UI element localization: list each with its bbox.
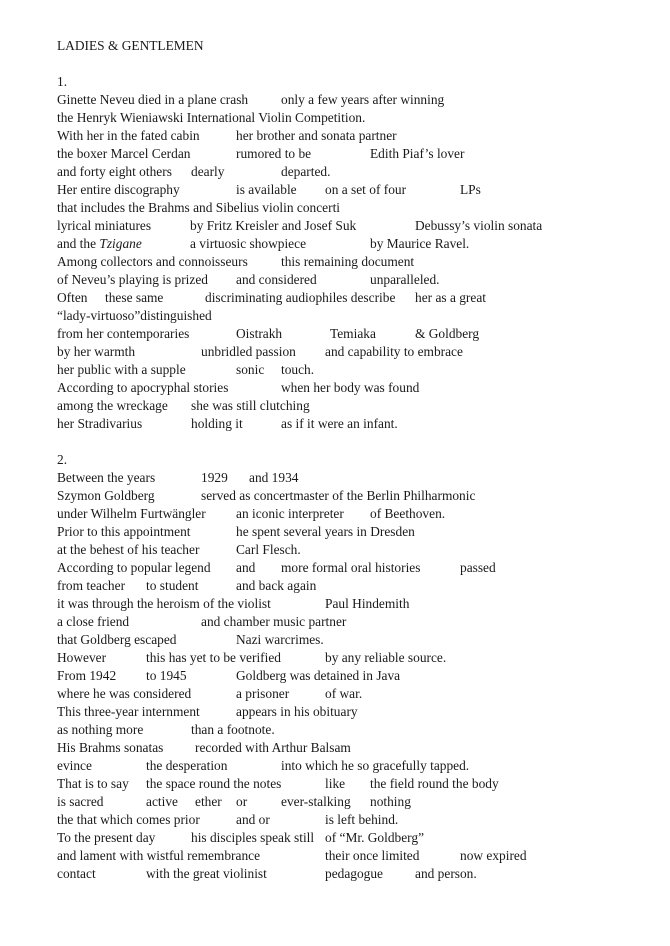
poem-line <box>0 631 670 649</box>
line-segment: that includes the Brahms and Sibelius violin concerti <box>57 200 341 215</box>
line-segment: Szymon Goldberg <box>57 488 155 503</box>
poem-line <box>0 559 670 577</box>
line-segment: a close friend <box>57 614 130 629</box>
line-segment: recorded with Arthur Balsam <box>195 740 351 755</box>
line-segment: According to popular legend <box>57 560 211 575</box>
section-number: 1. <box>57 74 68 89</box>
line-segment: as nothing more <box>57 722 144 737</box>
line-segment: and or <box>236 812 270 827</box>
line-segment: and capability to embrace <box>325 344 463 359</box>
line-segment: and back again <box>236 578 317 593</box>
line-segment: Among collectors and connoisseurs <box>57 254 248 269</box>
poem-line <box>0 253 670 271</box>
line-segment: active <box>146 794 178 809</box>
poem-line <box>0 649 670 667</box>
line-segment: only a few years after winning <box>281 92 445 107</box>
line-segment: he spent several years in Dresden <box>236 524 415 539</box>
line-segment: her Stradivarius <box>57 416 143 431</box>
line-segment: ever-stalking <box>281 794 351 809</box>
line-segment: the space round the notes <box>146 776 282 791</box>
poem-line <box>0 145 670 163</box>
line-segment: of war. <box>325 686 363 701</box>
line-segment: Edith Piaf’s lover <box>370 146 465 161</box>
line-segment: as if it were an infant. <box>281 416 398 431</box>
poem-line <box>0 415 670 433</box>
poem-line <box>0 217 670 235</box>
poem-line <box>0 703 670 721</box>
title-text: LADIES & GENTLEMEN <box>57 38 204 53</box>
line-segment: to student <box>146 578 199 593</box>
poem-line <box>0 847 670 865</box>
line-segment: holding it <box>191 416 243 431</box>
line-segment: LPs <box>460 182 481 197</box>
poem-line <box>0 775 670 793</box>
line-segment: unbridled passion <box>201 344 296 359</box>
poem-line <box>0 235 670 253</box>
line-segment: evince <box>57 758 92 773</box>
poem-line <box>0 739 670 757</box>
poem-line <box>0 793 670 811</box>
poem-line <box>0 91 670 109</box>
line-segment: and person. <box>415 866 477 881</box>
line-segment: by Maurice Ravel. <box>370 236 470 251</box>
poem-line <box>0 361 670 379</box>
poem-line <box>0 289 670 307</box>
line-segment: From 1942 <box>57 668 117 683</box>
line-segment: at the behest of his teacher <box>57 542 200 557</box>
poem-line <box>0 271 670 289</box>
line-segment: among the wreckage <box>57 398 168 413</box>
line-segment: & Goldberg <box>415 326 480 341</box>
line-segment: like <box>325 776 346 791</box>
line-segment <box>57 235 142 253</box>
line-segment: is sacred <box>57 794 104 809</box>
line-segment: Oistrakh <box>236 326 283 341</box>
poem-line <box>0 163 670 181</box>
line-segment: into which he so gracefully tapped. <box>281 758 470 773</box>
line-segment: Between the years <box>57 470 156 485</box>
poem-line <box>0 127 670 145</box>
line-segment: Prior to this appointment <box>57 524 191 539</box>
line-segment: their once limited <box>325 848 420 863</box>
line-segment: where he was considered <box>57 686 192 701</box>
line-segment: the that which comes prior <box>57 812 200 827</box>
poem-line <box>0 721 670 739</box>
line-segment: by her warmth <box>57 344 136 359</box>
poem-line <box>0 829 670 847</box>
document-title <box>0 37 670 55</box>
line-segment: her brother and sonata partner <box>236 128 397 143</box>
line-segment: This three-year internment <box>57 704 200 719</box>
line-segment: the boxer Marcel Cerdan <box>57 146 191 161</box>
line-segment: his disciples speak still <box>191 830 315 845</box>
line-segment: the Henryk Wieniawski International Violin Competition. <box>57 110 366 125</box>
poem-line <box>0 379 670 397</box>
line-segment: unparalleled. <box>370 272 440 287</box>
line-segment: the field round the body <box>370 776 499 791</box>
line-segment: Paul Hindemith <box>325 596 410 611</box>
line-segment: His Brahms sonatas <box>57 740 164 755</box>
line-segment: and forty eight others <box>57 164 172 179</box>
line-segment: or <box>236 794 248 809</box>
line-segment: sonic <box>236 362 265 377</box>
line-segment: to 1945 <box>146 668 187 683</box>
italic-title: Tzigane <box>99 236 142 251</box>
poem-line <box>0 397 670 415</box>
poem-line <box>0 811 670 829</box>
poem-line <box>0 757 670 775</box>
line-segment: that Goldberg escaped <box>57 632 177 647</box>
line-segment: Temiaka <box>330 326 376 341</box>
poem-line <box>0 523 670 541</box>
line-segment: a virtuosic showpiece <box>190 236 307 251</box>
line-segment: and considered <box>236 272 317 287</box>
line-segment: and chamber music partner <box>201 614 347 629</box>
line-segment: when her body was found <box>281 380 420 395</box>
line-segment: Often <box>57 290 88 305</box>
poem-line <box>0 307 670 325</box>
section-number: 2. <box>57 452 68 467</box>
line-segment: and <box>236 560 256 575</box>
line-segment: served as concertmaster of the Berlin Philharmonic <box>201 488 476 503</box>
line-segment: discriminating audiophiles describe <box>205 290 396 305</box>
line-segment: contact <box>57 866 96 881</box>
line-segment: from teacher <box>57 578 126 593</box>
line-segment: rumored to be <box>236 146 312 161</box>
line-segment: of “Mr. Goldberg” <box>325 830 425 845</box>
line-segment: departed. <box>281 164 331 179</box>
line-segment: Carl Flesch. <box>236 542 301 557</box>
line-segment: dearly <box>191 164 225 179</box>
line-segment: from her contemporaries <box>57 326 190 341</box>
line-segment: lyrical miniatures <box>57 218 152 233</box>
line-segment: of Neveu’s playing is prized <box>57 272 208 287</box>
line-segment: than a footnote. <box>191 722 275 737</box>
line-segment: under Wilhelm Furtwängler <box>57 506 206 521</box>
line-segment: Debussy’s violin sonata <box>415 218 543 233</box>
line-segment: this has yet to be verified <box>146 650 281 665</box>
line-segment: an iconic interpreter <box>236 506 344 521</box>
line-segment: passed <box>460 560 496 575</box>
line-segment: this remaining document <box>281 254 415 269</box>
poem-line <box>0 505 670 523</box>
line-text: and the <box>57 236 100 251</box>
line-segment: by any reliable source. <box>325 650 447 665</box>
poem-line <box>0 325 670 343</box>
line-segment: the desperation <box>146 758 228 773</box>
line-segment: “lady-virtuoso”distinguished <box>57 308 212 323</box>
line-segment: and 1934 <box>249 470 299 485</box>
line-segment: her as a great <box>415 290 487 305</box>
line-segment: it was through the heroism of the violist <box>57 596 271 611</box>
poem-line <box>0 595 670 613</box>
poem-line <box>0 109 670 127</box>
poem-line <box>0 181 670 199</box>
poem-line <box>0 865 670 883</box>
line-segment: more formal oral histories <box>281 560 421 575</box>
line-segment: That is to say <box>57 776 129 791</box>
line-segment: With her in the fated cabin <box>57 128 200 143</box>
line-segment: nothing <box>370 794 411 809</box>
poem-line <box>0 577 670 595</box>
poem-line <box>0 613 670 631</box>
line-segment: To the present day <box>57 830 156 845</box>
poem-line <box>0 667 670 685</box>
line-segment: she was still clutching <box>191 398 310 413</box>
line-segment: According to apocryphal stories <box>57 380 229 395</box>
line-segment: is left behind. <box>325 812 399 827</box>
line-segment: 1929 <box>201 470 228 485</box>
poem-line <box>0 541 670 559</box>
line-segment: and lament with wistful remembrance <box>57 848 261 863</box>
line-segment: her public with a supple <box>57 362 186 377</box>
line-segment: appears in his obituary <box>236 704 358 719</box>
line-segment: touch. <box>281 362 315 377</box>
line-segment: these same <box>105 290 164 305</box>
line-segment: Her entire discography <box>57 182 180 197</box>
poem-line <box>0 199 670 217</box>
poem-line <box>0 343 670 361</box>
line-segment: ether <box>195 794 222 809</box>
poem-line <box>0 487 670 505</box>
line-segment: with the great violinist <box>146 866 267 881</box>
line-segment: a prisoner <box>236 686 290 701</box>
poem-line <box>0 469 670 487</box>
line-segment: Ginette Neveu died in a plane crash <box>57 92 249 107</box>
line-segment: However <box>57 650 107 665</box>
line-segment: Goldberg was detained in Java <box>236 668 401 683</box>
line-segment: Nazi warcrimes. <box>236 632 324 647</box>
line-segment: of Beethoven. <box>370 506 446 521</box>
line-segment: now expired <box>460 848 527 863</box>
line-segment: is available <box>236 182 297 197</box>
line-segment: by Fritz Kreisler and Josef Suk <box>190 218 357 233</box>
line-segment: pedagogue <box>325 866 384 881</box>
poem-line <box>0 685 670 703</box>
line-segment: on a set of four <box>325 182 407 197</box>
